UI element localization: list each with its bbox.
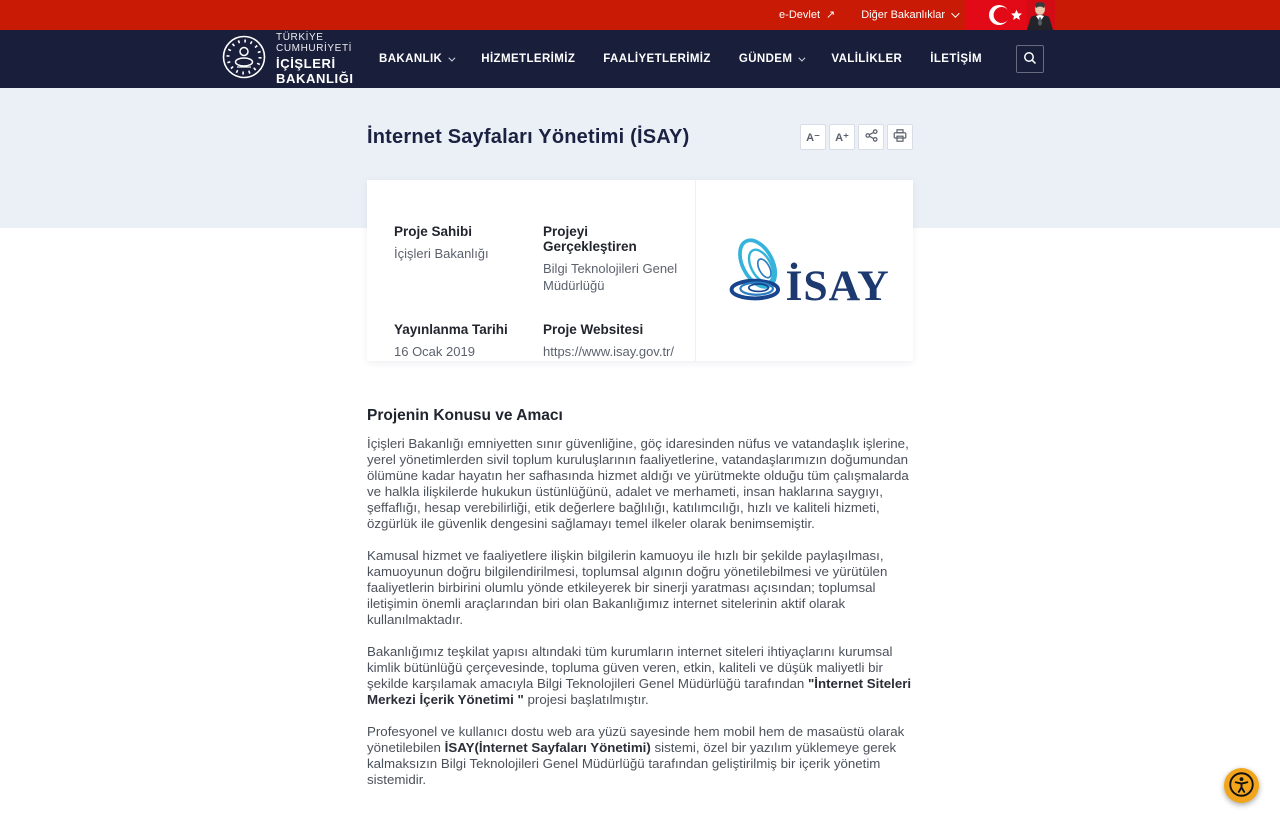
article-paragraph-3: Bakanlığımız teşkilat yapısı altındaki tüm kurumların internet siteleri ihtiyaçlarını kurumsal kimlik bütünlüğü çerçevesinde, topluma güven veren, etkin, kaliteli ve düşük maliyetli bir şekilde karşılamak amacıyla Bilgi Teknolojileri Genel Müdürlüğü tarafından "İnternet Siteleri Merkezi İçerik Yönetimi " projesi başlatılmıştır. [367, 644, 912, 707]
page-title: İnternet Sayfaları Yönetimi (İSAY) [367, 126, 690, 148]
isay-logo [695, 180, 913, 361]
diger-bakanliklar-label: Diğer Bakanlıklar [861, 9, 945, 21]
field-proje-sahibi: Proje Sahibi İçişleri Bakanlığı [394, 224, 489, 261]
print-icon [893, 129, 907, 145]
search-button[interactable] [1016, 45, 1044, 73]
share-icon [865, 129, 878, 145]
font-increase-button[interactable]: A⁺ [829, 124, 855, 150]
search-icon [1023, 51, 1037, 68]
menu-item-valilikler[interactable]: VALİLİKLER [831, 53, 903, 65]
menu-item-bakanlik[interactable]: BAKANLIK [379, 53, 453, 65]
top-utility-bar [0, 0, 1280, 30]
article-heading: Projenin Konusu ve Amacı [367, 407, 563, 424]
article-paragraph-2: Kamusal hizmet ve faaliyetlere ilişkin bilgilerin kamuoyu ile hızlı bir şekilde paylaşılması, kamuoyunun doğru bilgilendirilmesi, toplumsal algının doğru yönetilebilmesi ve yürütülen faaliyetlerin birbirini olumlu yönde etkileyerek bir sinerji yaratması açısından; toplumsal iletişimin önemli araçlarından biri olan Bakanlığımız internet sitelerinin aktif olarak kullanılmaktadır. [367, 548, 888, 627]
brand-line1: TÜRKİYE CUMHURİYETİ [276, 32, 353, 54]
main-menu [379, 45, 1044, 73]
chevron-down-icon [449, 54, 456, 61]
main-navbar [0, 30, 1280, 88]
project-fields [367, 180, 695, 361]
accessibility-button[interactable] [1224, 768, 1259, 803]
share-button[interactable] [858, 124, 884, 150]
menu-item-faaliyetlerimiz[interactable]: FAALİYETLERİMİZ [603, 53, 711, 65]
project-info-card [367, 180, 913, 361]
field-projeyi-gerceklestiren: Projeyi Gerçekleştiren Bilgi Teknolojileri Genel Müdürlüğü [543, 224, 678, 293]
accessibility-icon [1228, 771, 1255, 801]
diger-bakanliklar-link[interactable] [861, 9, 957, 21]
external-link-icon: ↗ [826, 8, 836, 21]
article-paragraph-4: Profesyonel ve kullanıcı dostu web ara yüzü sayesinde hem mobil hem de masaüstü olarak yönetilebilen İSAY(İnternet Sayfaları Yönetimi) sistemi, özel bir yazılım yüklemeye gerek kalmaksızın Bilgi Teknolojileri Genel Müdürlüğü tarafından geliştirilmiş bir içerik yönetim sistemidir. [367, 724, 905, 787]
chevron-down-icon [799, 54, 806, 61]
page-tools [800, 124, 913, 150]
e-devlet-label: e-Devlet [779, 9, 821, 21]
field-proje-websitesi: Proje Websitesi https://www.isay.gov.tr/ [543, 322, 683, 362]
main-content [367, 180, 913, 824]
menu-item-gundem[interactable]: GÜNDEM [739, 53, 804, 65]
project-article [367, 407, 913, 824]
article-paragraph-1: İçişleri Bakanlığı emniyetten sınır güvenliğine, göç idaresinden nüfus ve vatandaşlık işlerine, yerel yönetimlerden sivil toplum kuruluşlarının faaliyetlerine, vatandaşlarımızın doğumundan ölümüne kadar hayatın her safhasında hizmet aldığı ve yürütmekte olduğu tüm çalışmalarda ve halkla ilişkilerde hukukun üstünlüğünü, adalet ve merhameti, insan haklarına saygıyı, şeffaflığı, hesap verebilirliği, etik değerlere bağlılığı, katılımcılığı, hızlı ve kaliteli hizmeti, özgürlük ile güvenlik dengesini sağlamayı temel ilkeler olarak benimsemiştir. [367, 436, 909, 531]
print-button[interactable] [887, 124, 913, 150]
e-devlet-link[interactable] [779, 9, 835, 21]
svg-text:İSAY: İSAY [784, 261, 890, 310]
menu-item-hizmetlerimiz[interactable]: HİZMETLERİMİZ [481, 53, 576, 65]
ministry-emblem-icon [222, 35, 266, 84]
menu-item-iletisim[interactable]: İLETİŞİM [930, 53, 982, 65]
brand-line2: İÇİŞLERİ BAKANLIĞI [276, 56, 354, 86]
chevron-down-icon [951, 9, 959, 17]
field-yayinlanma-tarihi: Yayınlanma Tarihi 16 Ocak 2019 [394, 321, 508, 359]
ministry-brand[interactable] [222, 32, 379, 86]
project-website-url[interactable]: https://www.isay.gov.tr/ [543, 343, 675, 359]
font-decrease-button[interactable]: A⁻ [800, 124, 826, 150]
flag-ataturk-image [965, 0, 1055, 30]
